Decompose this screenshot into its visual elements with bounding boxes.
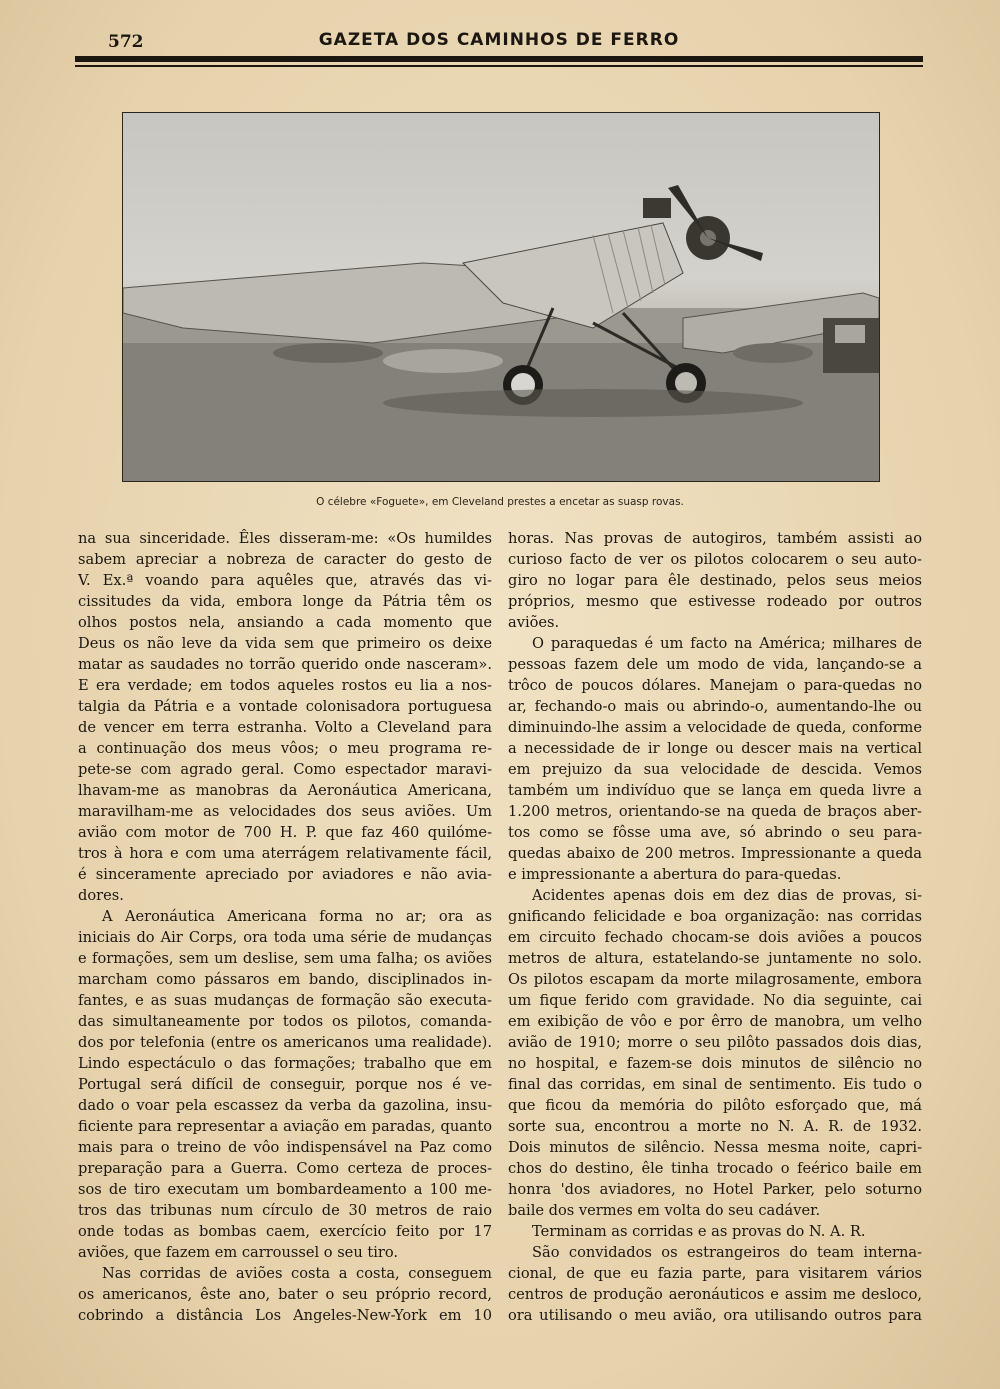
text-line: baile dos vermes em volta do seu cadáver. bbox=[508, 1202, 821, 1219]
text-line: os americanos, êste ano, bater o seu próprio record, bbox=[78, 1286, 492, 1303]
airplane-photo bbox=[122, 112, 880, 482]
text-line: centros de produção aeronáuticos e assim me desloco, bbox=[508, 1286, 922, 1303]
text-line: das simultaneamente por todos os pilotos, comanda- bbox=[78, 1013, 492, 1030]
text-line: ar, fechando-o mais ou abrindo-o, aumentando-lhe ou bbox=[508, 698, 922, 715]
text-line: e formações, sem um deslise, sem uma falha; os aviões bbox=[78, 950, 492, 967]
text-line: metros de altura, estatelando-se juntamente no solo. bbox=[508, 950, 922, 967]
text-line: em exibição de vôo e por êrro de manobra, um velho bbox=[508, 1013, 922, 1030]
text-line: sorte sua, encontrou a morte no N. A. R. de 1932. bbox=[508, 1118, 922, 1135]
text-line: fantes, e as suas mudanças de formação são executa- bbox=[78, 992, 492, 1009]
text-line: horas. Nas provas de autogiros, também assisti ao bbox=[508, 530, 922, 547]
text-line: A Aeronáutica Americana forma no ar; ora as bbox=[102, 908, 492, 925]
journal-title: GAZETA DOS CAMINHOS DE FERRO bbox=[318, 30, 680, 50]
text-line: mais para o treino de vôo indispensável na Paz como bbox=[78, 1139, 492, 1156]
text-line: dores. bbox=[78, 887, 124, 904]
header-rule-thick bbox=[75, 56, 923, 62]
text-line: sos de tiro executam um bombardeamento a 100 me- bbox=[78, 1181, 492, 1198]
text-line: Portugal será difícil de conseguir, porque nos é ve- bbox=[78, 1076, 492, 1093]
text-line: aviões. bbox=[508, 614, 560, 631]
text-line: V. Ex.ª voando para aquêles que, através das vi- bbox=[78, 572, 492, 589]
text-line: a continuação dos meus vôos; o meu programa re- bbox=[78, 740, 492, 757]
text-line: honra 'dos aviadores, no Hotel Parker, pelo soturno bbox=[508, 1181, 922, 1198]
text-line: São convidados os estrangeiros do team interna- bbox=[532, 1244, 922, 1261]
text-line: diminuindo-lhe assim a velocidade de queda, conforme bbox=[508, 719, 922, 736]
text-line: ora utilisando o meu avião, ora utilisando outros para bbox=[508, 1307, 922, 1324]
text-line: marcham como pássaros em bando, disciplinados in- bbox=[78, 971, 492, 988]
text-line: dado o voar pela escassez da verba da gazolina, insu- bbox=[78, 1097, 492, 1114]
text-line: a necessidade de ir longe ou descer mais na vertical bbox=[508, 740, 922, 757]
text-line: olhos postos nela, ansiando a cada momento que bbox=[78, 614, 492, 631]
text-line: chos do destino, êle tinha trocado o feérico baile em bbox=[508, 1160, 922, 1177]
text-line: e impressionante a abertura do para-quedas. bbox=[508, 866, 842, 883]
text-line: Deus os não leve da vida sem que primeiro os deixe bbox=[78, 635, 492, 652]
text-line: matar as saudades no torrão querido onde nasceram». bbox=[78, 656, 492, 673]
text-line: sabem apreciar a nobreza de caracter do gesto de bbox=[78, 551, 492, 568]
text-line: Lindo espectáculo o das formações; trabalho que em bbox=[78, 1055, 492, 1072]
text-line: talgia da Pátria e a vontade colonisadora portuguesa bbox=[78, 698, 492, 715]
text-line: em prejuizo da sua velocidade de descida. Vemos bbox=[508, 761, 922, 778]
page-header bbox=[78, 28, 920, 52]
text-line: também um indivíduo que se lança em queda livre a bbox=[508, 782, 922, 799]
text-line: pete-se com agrado geral. Como espectador maravi- bbox=[78, 761, 492, 778]
text-line: um fique ferido com gravidade. No dia seguinte, cai bbox=[508, 992, 922, 1009]
text-line: aviões, que fazem em carroussel o seu tiro. bbox=[78, 1244, 399, 1261]
text-line: gnificando felicidade e boa organização: nas corridas bbox=[508, 908, 922, 925]
page-number: 572 bbox=[108, 32, 144, 52]
text-line: quedas abaixo de 200 metros. Impressionante a queda bbox=[508, 845, 922, 862]
text-line: pessoas fazem dele um modo de vida, lançando-se a bbox=[508, 656, 922, 673]
text-line: preparação para a Guerra. Como certeza de proces- bbox=[78, 1160, 492, 1177]
text-line: onde todas as bombas caem, exercício feito por 17 bbox=[78, 1223, 492, 1240]
text-line: 1.200 metros, orientando-se na queda de braços aber- bbox=[508, 803, 922, 820]
text-line: maravilham-me as velocidades dos seus aviões. Um bbox=[78, 803, 492, 820]
text-line: em circuito fechado chocam-se dois aviões a poucos bbox=[508, 929, 922, 946]
airplane-illustration bbox=[123, 113, 879, 481]
text-line: Acidentes apenas dois em dez dias de provas, si- bbox=[532, 887, 922, 904]
text-line: lhavam-me as manobras da Aeronáutica Americana, bbox=[78, 782, 492, 799]
text-line: final das corridas, em sinal de sentimento. Eis tudo o bbox=[508, 1076, 922, 1093]
text-line: curioso facto de ver os pilotos colocarem o seu auto- bbox=[508, 551, 922, 568]
photo-caption: O célebre «Foguete», em Cleveland prestes a encetar as suasp rovas. bbox=[316, 496, 684, 508]
text-line: tos como se fôsse uma ave, só abrindo o seu para- bbox=[508, 824, 922, 841]
text-line: Nas corridas de aviões costa a costa, conseguem bbox=[102, 1265, 492, 1282]
text-line: no hospital, e fazem-se dois minutos de silêncio no bbox=[508, 1055, 922, 1072]
text-line: trôco de poucos dólares. Manejam o para-quedas no bbox=[508, 677, 922, 694]
header-rule-thin bbox=[75, 65, 923, 67]
text-line: Os pilotos escapam da morte milagrosamente, embora bbox=[508, 971, 922, 988]
text-line: dos por telefonia (entre os americanos uma realidade). bbox=[78, 1034, 492, 1051]
text-line: Dois minutos de silêncio. Nessa mesma noite, capri- bbox=[508, 1139, 922, 1156]
text-line: cional, de que eu fazia parte, para visitarem vários bbox=[508, 1265, 922, 1282]
text-line: avião com motor de 700 H. P. que faz 460 quilóme- bbox=[78, 824, 492, 841]
text-line: que ficou da memória do pilôto esforçado que, má bbox=[508, 1097, 922, 1114]
text-column-left bbox=[78, 528, 492, 1326]
text-line: Terminam as corridas e as provas do N. A. R. bbox=[532, 1223, 866, 1240]
text-line: tros das tribunas num círculo de 30 metros de raio bbox=[78, 1202, 492, 1219]
text-line: é sinceramente apreciado por aviadores e não avia- bbox=[78, 866, 492, 883]
text-line: cobrindo a distância Los Angeles-New-York em 10 bbox=[78, 1307, 492, 1324]
text-line: cissitudes da vida, embora longe da Pátria têm os bbox=[78, 593, 492, 610]
text-line: O paraquedas é um facto na América; milhares de bbox=[532, 635, 922, 652]
text-line: E era verdade; em todos aqueles rostos eu lia a nos- bbox=[78, 677, 492, 694]
text-line: tros à hora e com uma aterrágem relativamente fácil, bbox=[78, 845, 492, 862]
text-line: giro no logar para êle destinado, pelos seus meios bbox=[508, 572, 922, 589]
text-line: na sua sinceridade. Êles disseram-me: «Os humildes bbox=[78, 530, 492, 547]
text-line: próprios, mesmo que estivesse rodeado por outros bbox=[508, 593, 922, 610]
text-line: iniciais do Air Corps, ora toda uma série de mudanças bbox=[78, 929, 492, 946]
text-column-right bbox=[508, 528, 922, 1326]
text-line: de vencer em terra estranha. Volto a Cleveland para bbox=[78, 719, 492, 736]
text-line: ficiente para representar a aviação em paradas, quanto bbox=[78, 1118, 492, 1135]
text-line: avião de 1910; morre o seu pilôto passados dois dias, bbox=[508, 1034, 922, 1051]
